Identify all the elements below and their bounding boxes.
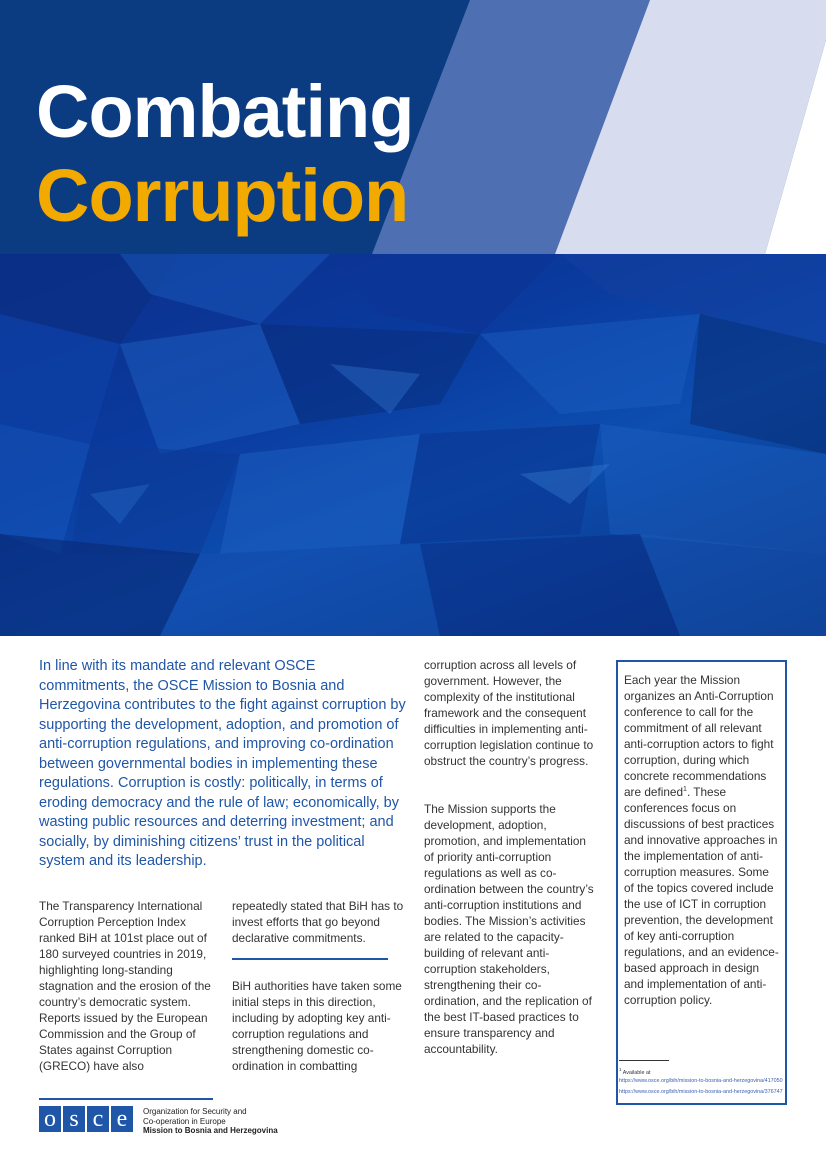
- title-line-2: Corruption: [36, 154, 409, 237]
- org-line-1: Organization for Security and: [143, 1107, 247, 1116]
- organization-name: [143, 1107, 278, 1136]
- footnote-link-1[interactable]: https://www.osce.org/bih/mission-to-bosnia-and-herzegovina/417050: [619, 1078, 783, 1084]
- page-title: [36, 70, 413, 238]
- cover-photo: [0, 254, 826, 636]
- osce-logo: [39, 1106, 135, 1132]
- footnote-label: $^1$ Available at: [619, 1067, 651, 1076]
- logo-letter-s: s: [63, 1106, 85, 1132]
- title-line-1: Combating: [36, 70, 414, 153]
- sidebox-text: Each year the Mission organizes an Anti-Corruption conference to call for the commitment of all relevant anti-corruption actors to fight corruption, during which concrete recommendations are defined$^1$. These conferences focus on discussions of best practices and innovative approaches in the implementation of anti-corruption measures. Some of the topics covered include the use of ICT in corruption prevention, the development of key anti-corruption regulations, and an evidence-based approach in design and implementation of anti-corruption policy.: [624, 673, 779, 1007]
- org-line-2: Co-operation in Europe: [143, 1116, 226, 1126]
- logo-letter-e: e: [111, 1106, 133, 1132]
- footnote-link-2[interactable]: https://www.osce.org/bih/mission-to-bosnia-and-herzegovina/376747: [619, 1089, 783, 1095]
- column-divider: [232, 958, 388, 960]
- logo-letter-o: o: [39, 1106, 61, 1132]
- header-banner: [0, 0, 826, 254]
- body-column-2-bottom: BiH authorities have taken some initial steps in this direction, including by adopting key anti-corruption regulations and strengthening domestic co-ordination in combatting: [232, 979, 402, 1073]
- org-line-3: Mission to Bosnia and Herzegovina: [143, 1126, 278, 1135]
- body-column-3-bottom: The Mission supports the development, adoption, promotion, and implementation of priority anti-corruption regulations as well as co-ordination between the country’s anti-corruption institutions and bodies. The Mission’s activities are related to the capacity-building of relevant anti-corruption stakeholders, strengthening their co-ordination, and the replication of the best IT-based practices to ensure transparency and accountability.: [424, 802, 594, 1056]
- logo-rule: [39, 1098, 213, 1100]
- footnote-mark: 1: [683, 786, 687, 794]
- body-column-2-top: repeatedly stated that BiH has to invest efforts that go beyond declarative commitments.: [232, 899, 404, 945]
- conference-sidebox: [616, 660, 787, 1105]
- body-column-1: The Transparency International Corruption Perception Index ranked BiH at 101st place out of 180 surveyed countries in 2019, highlighting long-standing stagnation and the erosion of the country’s democratic system. Reports issued by the European Commission and the Group of States against Corruption (GRECO) have also: [39, 899, 211, 1073]
- footnote-rule: [619, 1060, 669, 1061]
- intro-paragraph: In line with its mandate and relevant OSCE commitments, the OSCE Mission to Bosnia and Herzegovina contributes to the fight against corruption by supporting the development, adoption, and promotion of anti-corruption regulations, and improving co-ordination between governmental bodies in implementing these regulations. Corruption is costly: politically, in terms of eroding democracy and the rule of law; economically, by wasting public resources and deterring investment; and socially, by diminishing citizens’ trust in the political system and its leadership.: [39, 658, 406, 869]
- body-column-3-top: corruption across all levels of government. However, the complexity of the institutional framework and the consequent difficulties in implementing anti-corruption legislation continue to obstruct the country’s progress.: [424, 658, 594, 768]
- logo-letter-c: c: [87, 1106, 109, 1132]
- abstract-polygon-image: [0, 254, 826, 636]
